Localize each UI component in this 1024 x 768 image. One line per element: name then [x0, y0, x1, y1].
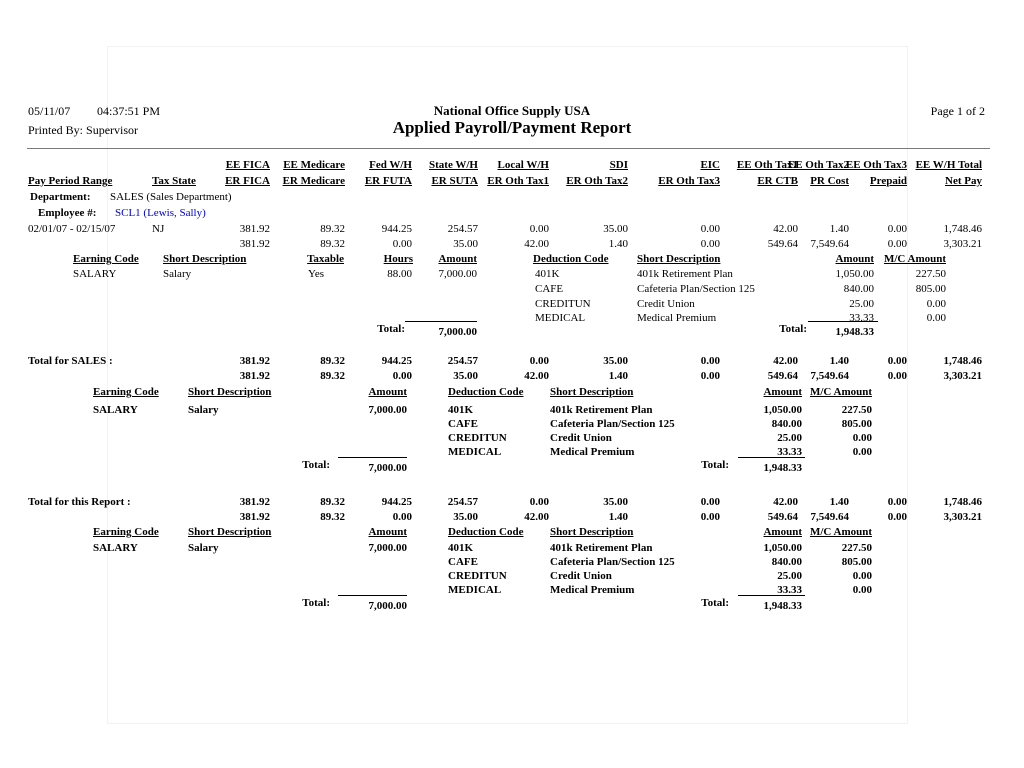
- deduction-row-desc: Medical Premium: [550, 446, 635, 458]
- deduction-row-code: CAFE: [448, 418, 478, 430]
- department-value: SALES (Sales Department): [110, 191, 232, 203]
- earning-row-desc: Salary: [188, 542, 219, 554]
- amount-header: Amount: [368, 526, 407, 538]
- amount-header: Amount: [835, 253, 874, 265]
- deduction-row-amount: 840.00: [843, 283, 874, 295]
- sales-total-row-er: [28, 370, 982, 383]
- amount-cell: 35.00: [603, 496, 628, 508]
- section-total-label: [28, 370, 152, 383]
- amount-cell: 0.00: [529, 355, 549, 367]
- amount-cell: 0.00: [700, 511, 720, 523]
- amount-cell: 0.00: [392, 238, 412, 250]
- amount-cell: 1.40: [829, 355, 849, 367]
- amount-cell: 381.92: [239, 496, 270, 508]
- deduction-row-code: CAFE: [448, 556, 478, 568]
- tax-state-cell: [152, 355, 218, 368]
- amount-cell: 42.00: [773, 355, 798, 367]
- amount-cell: 944.25: [381, 355, 412, 367]
- column-header: Tax State: [152, 175, 196, 187]
- deduction-row-code: MEDICAL: [448, 446, 502, 458]
- amount-cell: 254.57: [447, 223, 478, 235]
- employee-value: SCL1 (Lewis, Sally): [115, 207, 206, 219]
- amount-cell: 0.00: [700, 496, 720, 508]
- earning-code-header: Earning Code: [93, 526, 159, 538]
- total-label: Total:: [377, 323, 405, 335]
- column-header: ER Oth Tax1: [487, 175, 549, 187]
- amount-header: Amount: [763, 386, 802, 398]
- amount-cell: 7,549.64: [810, 370, 849, 382]
- short-description-header: Short Description: [188, 386, 272, 398]
- deduction-row-desc: Cafeteria Plan/Section 125: [637, 283, 755, 295]
- column-header: EE Medicare: [283, 159, 345, 171]
- deduction-row-mc: 0.00: [852, 446, 872, 458]
- deduction-row-amount: 840.00: [771, 418, 802, 430]
- earning-row-desc: Salary: [163, 268, 192, 280]
- earning-row-amount: 7,000.00: [368, 542, 407, 554]
- amount-cell: 89.32: [320, 511, 345, 523]
- deduction-row-code: 401K: [535, 268, 560, 280]
- amount-cell: 381.92: [239, 238, 270, 250]
- column-header-row-2: [28, 175, 982, 188]
- amount-cell: 89.32: [320, 370, 345, 382]
- total-line: [338, 595, 407, 596]
- deduction-row-mc: 0.00: [926, 312, 946, 324]
- total-label: Total:: [779, 323, 807, 335]
- column-header: PR Cost: [810, 175, 849, 187]
- amount-cell: 35.00: [453, 511, 478, 523]
- amount-cell: 549.64: [767, 370, 798, 382]
- earning-row-code: SALARY: [93, 542, 138, 554]
- amount-cell: 0.00: [700, 238, 720, 250]
- deduction-row-desc: Cafeteria Plan/Section 125: [550, 556, 675, 568]
- deductions-total-value: 1,948.33: [835, 326, 874, 338]
- column-header: Pay Period Range: [28, 175, 113, 187]
- amount-header: Amount: [368, 386, 407, 398]
- column-header: ER Oth Tax2: [566, 175, 628, 187]
- amount-cell: 1,748.46: [943, 223, 982, 235]
- amount-cell: 89.32: [320, 223, 345, 235]
- amount-cell: 3,303.21: [943, 238, 982, 250]
- amount-cell: 549.64: [767, 238, 798, 250]
- amount-cell: 0.00: [887, 496, 907, 508]
- amount-cell: 1,748.46: [943, 496, 982, 508]
- employee-label: Employee #:: [38, 207, 97, 219]
- deduction-code-header: Deduction Code: [448, 386, 524, 398]
- amount-cell: 1.40: [829, 496, 849, 508]
- amount-cell: 381.92: [239, 223, 270, 235]
- column-header: EE FICA: [225, 159, 270, 171]
- column-header: SDI: [609, 159, 628, 171]
- short-description-header: Short Description: [637, 253, 721, 265]
- deduction-row-desc: Credit Union: [550, 432, 612, 444]
- section-total-label: Total for SALES :: [28, 355, 113, 367]
- amount-cell: 7,549.64: [810, 238, 849, 250]
- report-title: Applied Payroll/Payment Report: [392, 118, 632, 137]
- total-line: [738, 457, 805, 458]
- sales-total-row-ee: [28, 355, 982, 368]
- amount-cell: 1.40: [608, 370, 628, 382]
- amount-header: Amount: [763, 526, 802, 538]
- amount-cell: 0.00: [887, 511, 907, 523]
- short-description-header: Short Description: [550, 526, 634, 538]
- earning-row-taxable: Yes: [308, 268, 325, 280]
- column-header: [28, 159, 152, 172]
- pay-period-cell: 02/01/07 - 02/15/07: [28, 223, 116, 235]
- department-label: Department:: [30, 191, 91, 203]
- detail-row-er: [28, 238, 982, 251]
- amount-cell: 7,549.64: [810, 511, 849, 523]
- earning-row-amount: 7,000.00: [368, 404, 407, 416]
- total-label: Total:: [701, 459, 729, 471]
- deduction-row-desc: Medical Premium: [637, 312, 717, 324]
- column-header: ER Medicare: [282, 175, 345, 187]
- amount-cell: 42.00: [773, 496, 798, 508]
- tax-state-cell: NJ: [152, 223, 165, 235]
- tax-state-cell: [152, 511, 218, 524]
- amount-cell: 42.00: [524, 238, 549, 250]
- amount-cell: 549.64: [767, 511, 798, 523]
- deduction-code-header: Deduction Code: [533, 253, 609, 265]
- amount-cell: 381.92: [239, 511, 270, 523]
- deductions-total-value: 1,948.33: [763, 462, 802, 474]
- deduction-row-code: MEDICAL: [448, 584, 502, 596]
- deduction-row-amount: 25.00: [849, 298, 874, 310]
- deductions-total-value: 1,948.33: [763, 600, 802, 612]
- amount-cell: 0.00: [887, 370, 907, 382]
- amount-cell: 254.57: [447, 496, 478, 508]
- amount-cell: 42.00: [524, 511, 549, 523]
- short-description-header: Short Description: [188, 526, 272, 538]
- mc-amount-header: M/C Amount: [883, 253, 946, 265]
- deduction-row-amount: 33.33: [777, 584, 802, 596]
- column-header: Net Pay: [945, 175, 982, 187]
- amount-cell: 0.00: [700, 355, 720, 367]
- amount-cell: 89.32: [320, 496, 345, 508]
- deduction-row-desc: Medical Premium: [550, 584, 635, 596]
- column-header: ER FICA: [225, 175, 270, 187]
- deduction-row-amount: 25.00: [777, 432, 802, 444]
- amount-cell: 89.32: [320, 355, 345, 367]
- amount-cell: 3,303.21: [943, 370, 982, 382]
- amount-cell: 0.00: [529, 496, 549, 508]
- section-total-label: Total for this Report :: [28, 496, 131, 508]
- deduction-row-code: CREDITUN: [448, 432, 507, 444]
- amount-cell: 0.00: [887, 238, 907, 250]
- page-indicator: Page 1 of 2: [930, 104, 985, 118]
- deduction-row-code: CREDITUN: [448, 570, 507, 582]
- amount-cell: 1.40: [608, 238, 628, 250]
- amount-cell: 1.40: [608, 511, 628, 523]
- deduction-row-desc: Credit Union: [550, 570, 612, 582]
- short-description-header: Short Description: [550, 386, 634, 398]
- report-total-row-ee: [28, 496, 982, 509]
- amount-cell: 89.32: [320, 238, 345, 250]
- amount-cell: 35.00: [603, 355, 628, 367]
- amount-cell: 381.92: [239, 355, 270, 367]
- amount-cell: 42.00: [524, 370, 549, 382]
- deduction-row-desc: 401k Retirement Plan: [550, 542, 653, 554]
- earning-row-code: SALARY: [93, 404, 138, 416]
- amount-cell: 0.00: [392, 370, 412, 382]
- amount-cell: 944.25: [381, 223, 412, 235]
- amount-cell: 944.25: [381, 496, 412, 508]
- amount-cell: 254.57: [447, 355, 478, 367]
- deduction-row-mc: 0.00: [852, 584, 872, 596]
- earning-row-desc: Salary: [188, 404, 219, 416]
- total-line: [808, 321, 878, 322]
- deduction-row-amount: 1,050.00: [835, 268, 874, 280]
- amount-cell: 0.00: [392, 511, 412, 523]
- earnings-total-value: 7,000.00: [438, 326, 477, 338]
- tax-state-cell: [152, 496, 218, 509]
- column-header: [152, 159, 218, 172]
- earnings-total-value: 7,000.00: [368, 600, 407, 612]
- amount-cell: 35.00: [603, 223, 628, 235]
- deduction-row-amount: 1,050.00: [763, 404, 802, 416]
- deduction-row-amount: 1,050.00: [763, 542, 802, 554]
- section-total-label: [28, 511, 152, 524]
- total-label: Total:: [302, 459, 330, 471]
- amount-cell: 0.00: [529, 223, 549, 235]
- deduction-row-amount: 25.00: [777, 570, 802, 582]
- column-header: EE Oth Tax2: [787, 159, 849, 171]
- deduction-row-amount: 840.00: [771, 556, 802, 568]
- mc-amount-header: M/C Amount: [809, 386, 872, 398]
- deduction-row-mc: 227.50: [841, 404, 872, 416]
- column-header: ER FUTA: [364, 175, 412, 187]
- deduction-row-desc: Cafeteria Plan/Section 125: [550, 418, 675, 430]
- deduction-row-desc: 401k Retirement Plan: [550, 404, 653, 416]
- amount-cell: 0.00: [700, 370, 720, 382]
- earnings-total-value: 7,000.00: [368, 462, 407, 474]
- amount-cell: 0.00: [887, 355, 907, 367]
- total-line: [738, 595, 805, 596]
- deduction-row-mc: 227.50: [915, 268, 946, 280]
- earning-code-header: Earning Code: [73, 253, 139, 265]
- deduction-code-header: Deduction Code: [448, 526, 524, 538]
- column-header: Prepaid: [869, 175, 907, 187]
- deduction-row-code: CAFE: [535, 283, 564, 295]
- column-header-row-1: [28, 159, 982, 172]
- column-header: EE Oth Tax3: [845, 159, 907, 171]
- deduction-row-desc: Credit Union: [637, 298, 695, 310]
- amount-cell: 42.00: [773, 223, 798, 235]
- amount-header: Amount: [438, 253, 477, 265]
- report-date: 05/11/07: [28, 104, 71, 118]
- deduction-row-mc: 805.00: [915, 283, 946, 295]
- amount-cell: 381.92: [239, 370, 270, 382]
- earning-row-hours: 88.00: [387, 268, 412, 280]
- deduction-row-mc: 0.00: [926, 298, 946, 310]
- report-time: 04:37:51 PM: [97, 104, 161, 118]
- deduction-row-desc: 401k Retirement Plan: [637, 268, 733, 280]
- amount-cell: 1.40: [829, 223, 849, 235]
- amount-cell: 3,303.21: [943, 511, 982, 523]
- column-header: ER CTB: [757, 175, 798, 187]
- taxable-header: Taxable: [307, 253, 344, 265]
- deduction-row-code: MEDICAL: [535, 312, 586, 324]
- column-header: EIC: [700, 159, 720, 171]
- column-header: Local W/H: [497, 159, 549, 171]
- column-header: EE W/H Total: [915, 159, 982, 171]
- column-header: EE Oth Tax1: [736, 159, 798, 171]
- amount-cell: 35.00: [453, 370, 478, 382]
- mc-amount-header: M/C Amount: [809, 526, 872, 538]
- tax-state-cell: [152, 370, 218, 383]
- tax-state-cell: [152, 238, 218, 251]
- pay-period-cell: [28, 238, 152, 251]
- total-label: Total:: [701, 597, 729, 609]
- column-header: State W/H: [429, 159, 478, 171]
- report-total-row-er: [28, 511, 982, 524]
- earning-row-amount: 7,000.00: [438, 268, 477, 280]
- total-line: [405, 321, 477, 322]
- earning-code-header: Earning Code: [93, 386, 159, 398]
- deduction-row-mc: 805.00: [841, 418, 872, 430]
- deduction-row-mc: 0.00: [852, 432, 872, 444]
- earning-row-code: SALARY: [73, 268, 117, 280]
- column-header: ER Oth Tax3: [658, 175, 720, 187]
- deduction-row-code: CREDITUN: [535, 298, 591, 310]
- amount-cell: 0.00: [700, 223, 720, 235]
- column-header: ER SUTA: [431, 175, 478, 187]
- deduction-row-mc: 227.50: [841, 542, 872, 554]
- printed-by-value: Supervisor: [86, 123, 139, 137]
- detail-row-ee: [28, 223, 982, 236]
- amount-cell: 1,748.46: [943, 355, 982, 367]
- short-description-header: Short Description: [163, 253, 247, 265]
- header-rule: [27, 148, 990, 149]
- total-line: [338, 457, 407, 458]
- amount-cell: 0.00: [887, 223, 907, 235]
- printed-by-label: Printed By:: [28, 123, 84, 137]
- deduction-row-code: 401K: [448, 404, 474, 416]
- company-name: National Office Supply USA: [433, 103, 591, 118]
- deduction-row-mc: 805.00: [841, 556, 872, 568]
- total-label: Total:: [302, 597, 330, 609]
- deduction-row-amount: 33.33: [849, 312, 874, 324]
- deduction-row-amount: 33.33: [777, 446, 802, 458]
- deduction-row-mc: 0.00: [852, 570, 872, 582]
- amount-cell: 35.00: [453, 238, 478, 250]
- deduction-row-code: 401K: [448, 542, 474, 554]
- hours-header: Hours: [383, 253, 413, 265]
- column-header: Fed W/H: [369, 159, 412, 171]
